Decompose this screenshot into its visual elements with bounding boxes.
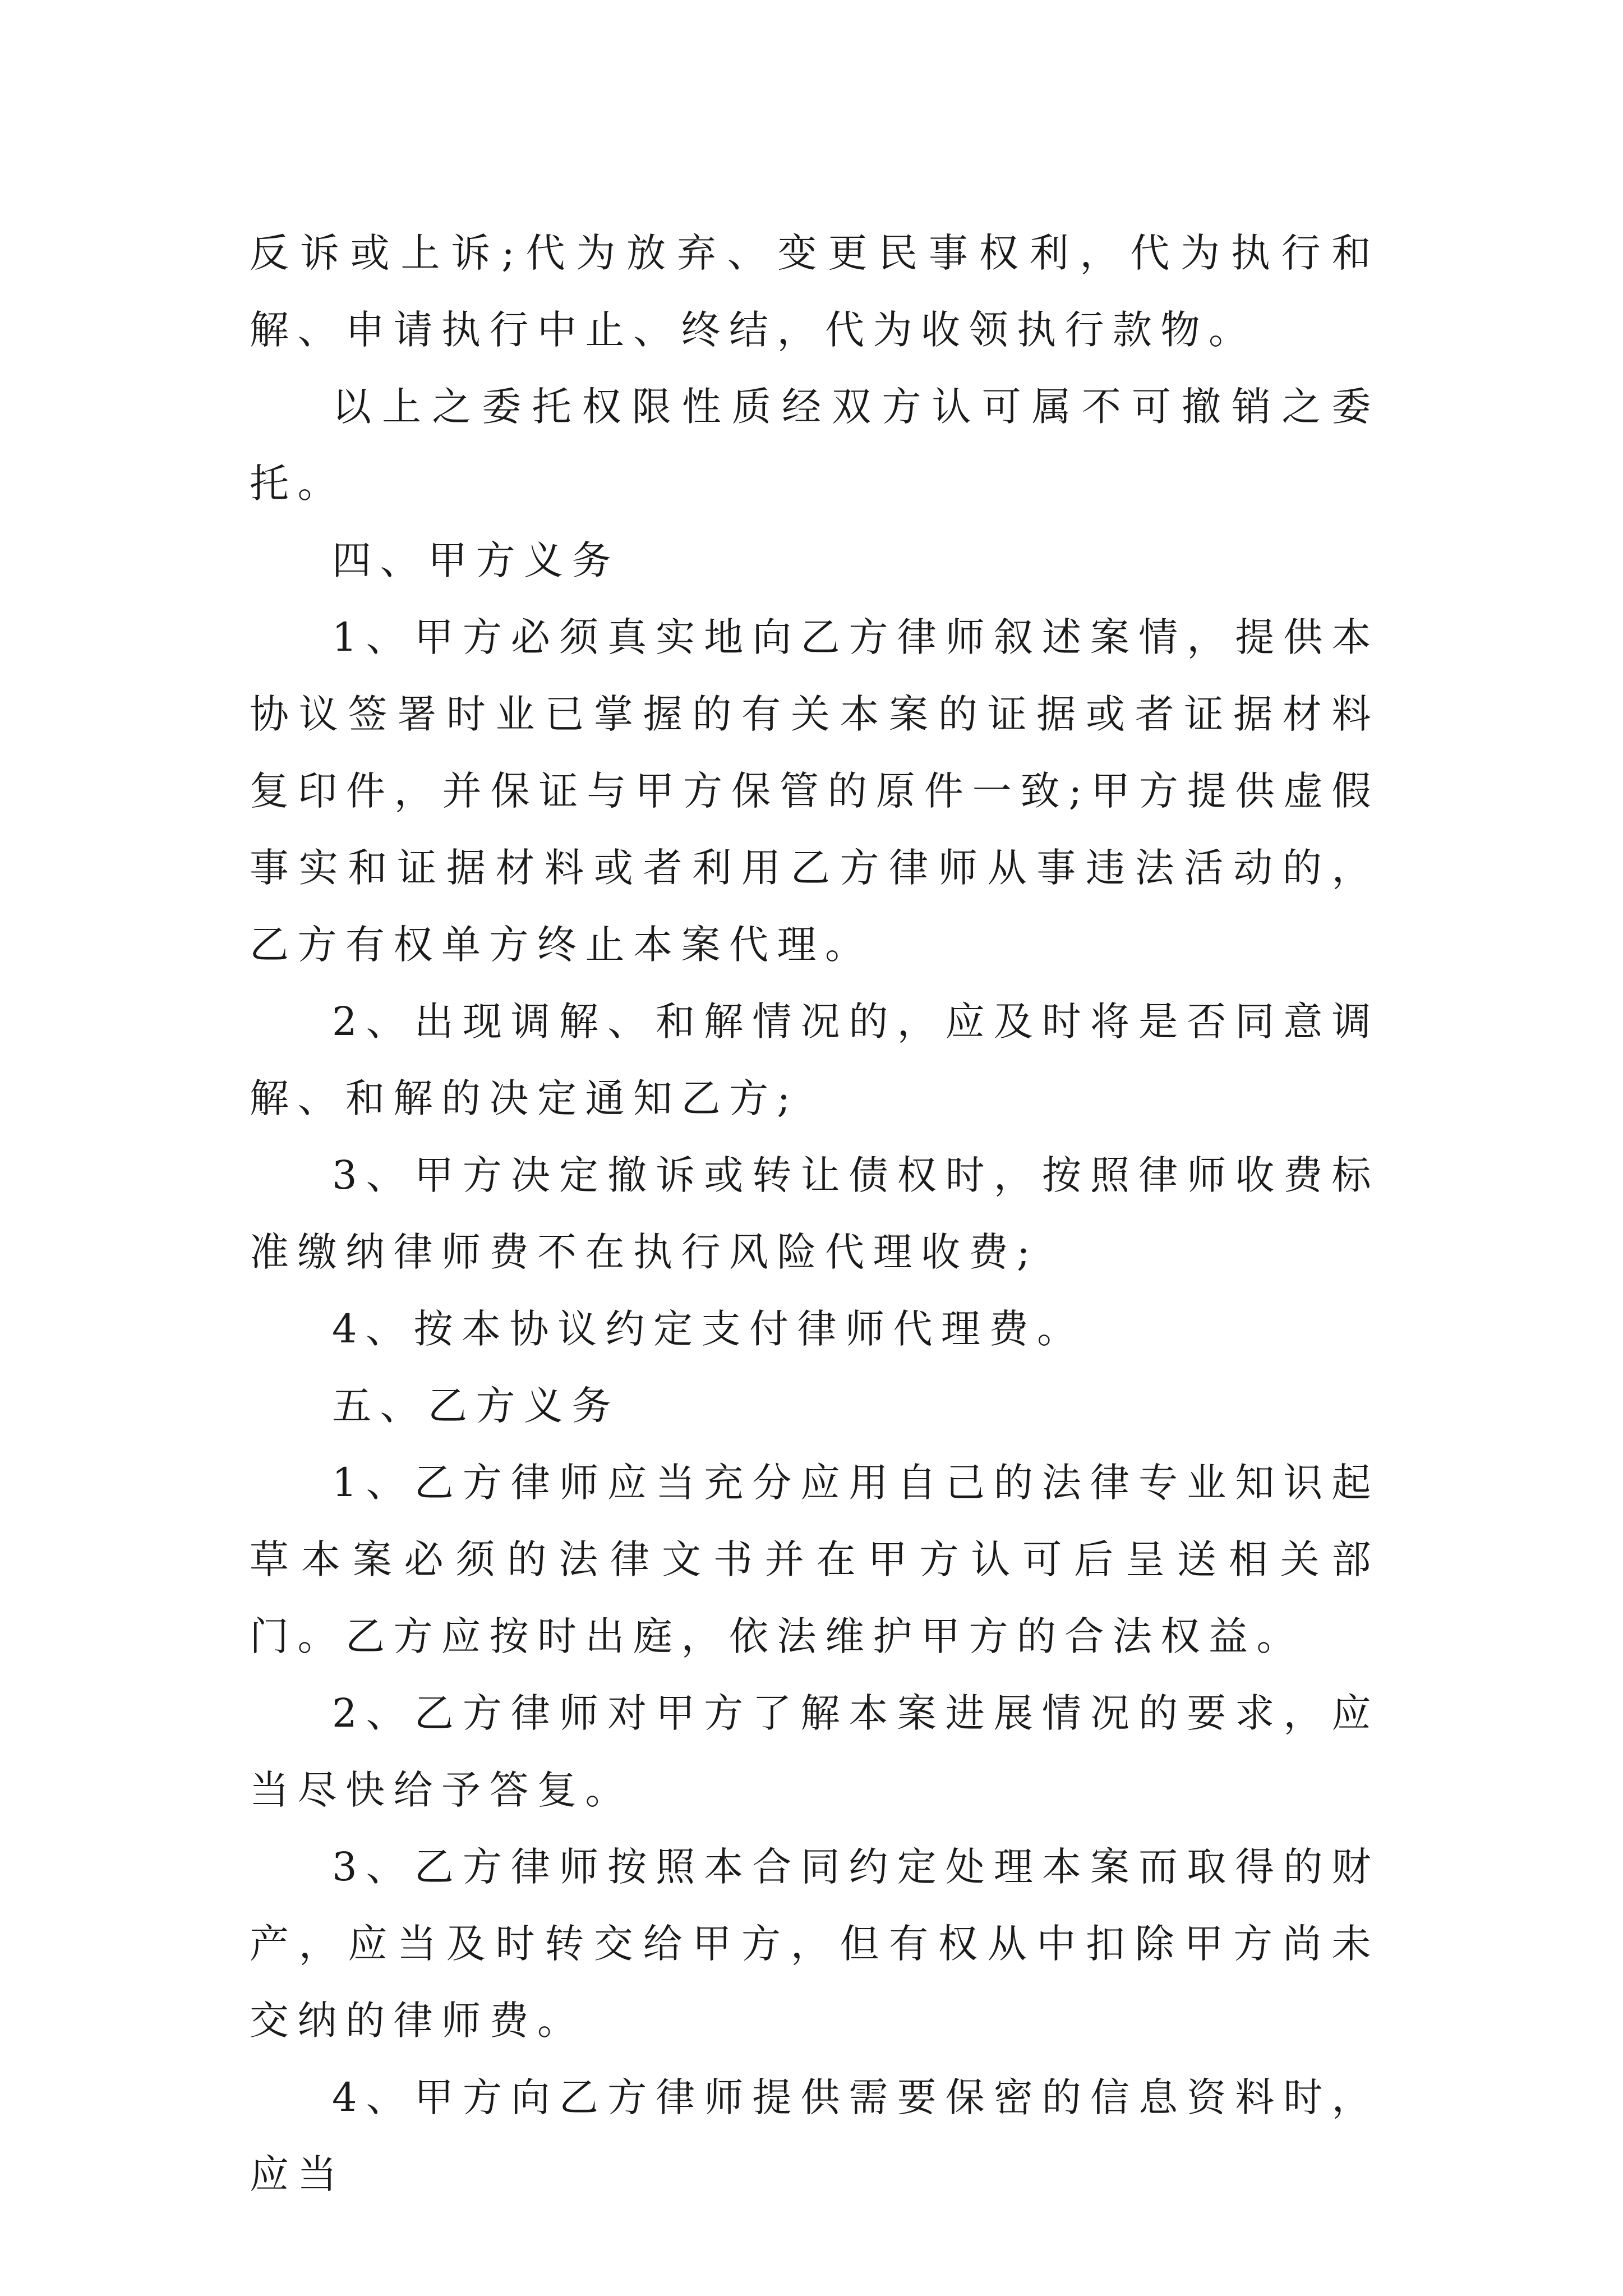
paragraph-delegation-note: 以上之委托权限性质经双方认可属不可撤销之委托。 xyxy=(250,384,1380,507)
paragraph-party-a-item-3: 3、甲方决定撤诉或转让债权时，按照律师收费标准缴纳律师费不在执行风险代理收费; xyxy=(250,1152,1380,1275)
paragraph-continuation: 反诉或上诉;代为放弃、变更民事权利，代为执行和解、申请执行中止、终结，代为收领执行款物。 xyxy=(250,230,1380,353)
paragraph-party-a-item-2: 2、出现调解、和解情况的，应及时将是否同意调解、和解的决定通知乙方; xyxy=(250,999,1380,1121)
paragraph-party-a-item-4: 4、按本协议约定支付律师代理费。 xyxy=(332,1306,1085,1352)
section-heading-party-a-obligations: 四、甲方义务 xyxy=(332,537,620,583)
paragraph-party-b-item-1: 1、乙方律师应当充分应用自己的法律专业知识起草本案必须的法律文书并在甲方认可后呈送相关部门。乙方应按时出庭，依法维护甲方的合法权益。 xyxy=(250,1460,1380,1659)
paragraph-party-b-item-2: 2、乙方律师对甲方了解本案进展情况的要求，应当尽快给予答复。 xyxy=(250,1690,1380,1813)
paragraph-party-b-item-4: 4、甲方向乙方律师提供需要保密的信息资料时，应当 xyxy=(250,2074,1380,2197)
paragraph-party-a-item-1: 1、甲方必须真实地向乙方律师叙述案情，提供本协议签署时业已掌握的有关本案的证据或者证据材料复印件，并保证与甲方保管的原件一致;甲方提供虚假事实和证据材料或者利用乙方律师从事违法活动的，乙方有权单方终止本案代理。 xyxy=(250,614,1380,968)
document-body xyxy=(250,215,1380,2213)
paragraph-party-b-item-3: 3、乙方律师按照本合同约定处理本案而取得的财产，应当及时转交给甲方，但有权从中扣除甲方尚未交纳的律师费。 xyxy=(250,1844,1380,2044)
section-heading-party-b-obligations: 五、乙方义务 xyxy=(332,1383,620,1429)
